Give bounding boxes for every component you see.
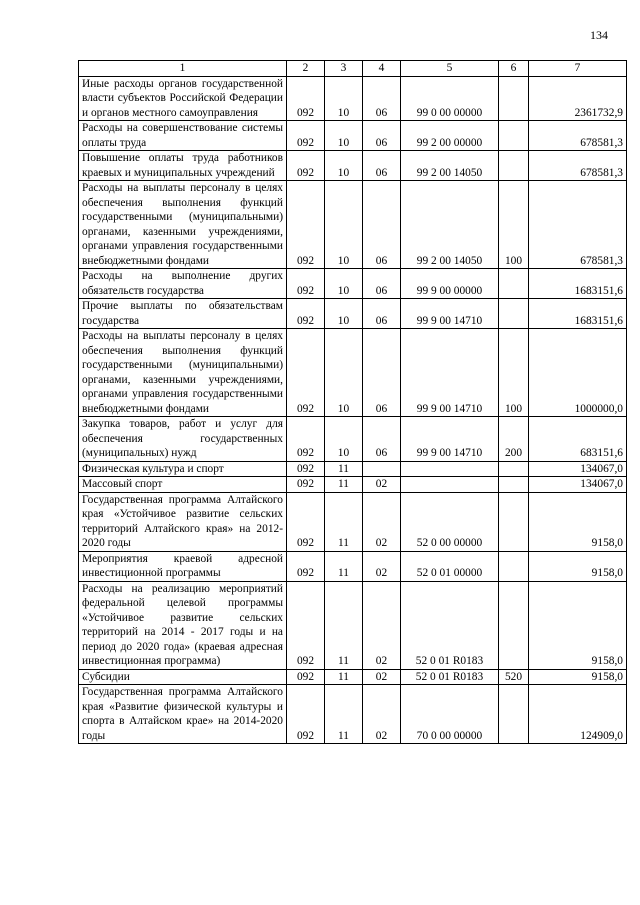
column-header: 4 — [363, 61, 401, 77]
table-row — [79, 329, 627, 417]
target-article-cell: 99 9 00 14710 — [401, 417, 499, 462]
expense-kind-cell — [499, 477, 529, 493]
table-row — [79, 685, 627, 744]
ministry-code-cell: 092 — [287, 477, 325, 493]
row-name-cell: Расходы на выплаты персоналу в целях обеспечения выполнения функций государственными (муниципальными) органами, казенными учреждениями, органами управления государственными внебюджетными фондами — [79, 181, 287, 269]
subsection-code-cell: 06 — [363, 269, 401, 299]
amount-cell: 9158,0 — [529, 669, 627, 685]
ministry-code-cell: 092 — [287, 461, 325, 477]
target-article-cell: 99 9 00 14710 — [401, 329, 499, 417]
table-header-row — [79, 61, 627, 77]
section-code-cell: 10 — [325, 181, 363, 269]
table-row — [79, 76, 627, 121]
subsection-code-cell — [363, 461, 401, 477]
ministry-code-cell: 092 — [287, 581, 325, 669]
row-name-cell: Государственная программа Алтайского края «Устойчивое развитие сельских территорий Алтайского края» на 2012-2020 годы — [79, 492, 287, 551]
expense-kind-cell — [499, 151, 529, 181]
target-article-cell: 99 9 00 00000 — [401, 269, 499, 299]
table-row — [79, 417, 627, 462]
row-name-cell: Массовый спорт — [79, 477, 287, 493]
section-code-cell: 10 — [325, 76, 363, 121]
target-article-cell: 52 0 01 R0183 — [401, 581, 499, 669]
section-code-cell: 10 — [325, 121, 363, 151]
table-row — [79, 181, 627, 269]
section-code-cell: 10 — [325, 299, 363, 329]
amount-cell: 683151,6 — [529, 417, 627, 462]
amount-cell: 134067,0 — [529, 477, 627, 493]
row-name-cell: Физическая культура и спорт — [79, 461, 287, 477]
section-code-cell: 10 — [325, 329, 363, 417]
section-code-cell: 11 — [325, 685, 363, 744]
ministry-code-cell: 092 — [287, 269, 325, 299]
target-article-cell: 70 0 00 00000 — [401, 685, 499, 744]
row-name-cell: Расходы на выплаты персоналу в целях обеспечения выполнения функций государственными (муниципальными) органами, казенными учреждениями, органами управления государственными внебюджетными фондами — [79, 329, 287, 417]
ministry-code-cell: 092 — [287, 417, 325, 462]
table-row — [79, 461, 627, 477]
subsection-code-cell: 06 — [363, 151, 401, 181]
subsection-code-cell: 06 — [363, 329, 401, 417]
table-row — [79, 669, 627, 685]
expense-kind-cell — [499, 685, 529, 744]
subsection-code-cell: 06 — [363, 417, 401, 462]
expense-kind-cell — [499, 299, 529, 329]
amount-cell: 9158,0 — [529, 551, 627, 581]
row-name-cell: Расходы на совершенствование системы оплаты труда — [79, 121, 287, 151]
subsection-code-cell: 02 — [363, 551, 401, 581]
table-row — [79, 269, 627, 299]
section-code-cell: 11 — [325, 461, 363, 477]
amount-cell: 9158,0 — [529, 581, 627, 669]
row-name-cell: Расходы на реализацию мероприятий федеральной целевой программы «Устойчивое развитие сельских территорий на 2014 - 2017 годы и на период до 2020 года» (краевая адресная инвестиционная программа) — [79, 581, 287, 669]
expense-kind-cell: 100 — [499, 181, 529, 269]
section-code-cell: 11 — [325, 551, 363, 581]
row-name-cell: Закупка товаров, работ и услуг для обеспечения государственных (муниципальных) нужд — [79, 417, 287, 462]
table-body — [79, 76, 627, 744]
section-code-cell: 11 — [325, 669, 363, 685]
section-code-cell: 11 — [325, 581, 363, 669]
ministry-code-cell: 092 — [287, 669, 325, 685]
target-article-cell — [401, 477, 499, 493]
ministry-code-cell: 092 — [287, 492, 325, 551]
section-code-cell: 10 — [325, 417, 363, 462]
expense-kind-cell: 200 — [499, 417, 529, 462]
budget-table — [78, 60, 627, 744]
page-number: 134 — [590, 28, 608, 42]
target-article-cell: 99 9 00 14710 — [401, 299, 499, 329]
expense-kind-cell: 100 — [499, 329, 529, 417]
subsection-code-cell: 06 — [363, 181, 401, 269]
column-header: 6 — [499, 61, 529, 77]
row-name-cell: Повышение оплаты труда работников краевых и муниципальных учреждений — [79, 151, 287, 181]
subsection-code-cell: 06 — [363, 121, 401, 151]
target-article-cell: 52 0 00 00000 — [401, 492, 499, 551]
target-article-cell — [401, 461, 499, 477]
ministry-code-cell: 092 — [287, 121, 325, 151]
row-name-cell: Мероприятия краевой адресной инвестиционной программы — [79, 551, 287, 581]
target-article-cell: 99 2 00 14050 — [401, 151, 499, 181]
expense-kind-cell — [499, 461, 529, 477]
target-article-cell: 52 0 01 R0183 — [401, 669, 499, 685]
amount-cell: 9158,0 — [529, 492, 627, 551]
target-article-cell: 99 0 00 00000 — [401, 76, 499, 121]
table-row — [79, 151, 627, 181]
section-code-cell: 11 — [325, 492, 363, 551]
subsection-code-cell: 02 — [363, 581, 401, 669]
subsection-code-cell: 02 — [363, 685, 401, 744]
amount-cell: 1000000,0 — [529, 329, 627, 417]
amount-cell: 134067,0 — [529, 461, 627, 477]
amount-cell: 678581,3 — [529, 121, 627, 151]
amount-cell: 678581,3 — [529, 151, 627, 181]
table-row — [79, 581, 627, 669]
amount-cell: 2361732,9 — [529, 76, 627, 121]
table-row — [79, 492, 627, 551]
amount-cell: 1683151,6 — [529, 299, 627, 329]
column-header: 1 — [79, 61, 287, 77]
ministry-code-cell: 092 — [287, 76, 325, 121]
target-article-cell: 52 0 01 00000 — [401, 551, 499, 581]
target-article-cell: 99 2 00 00000 — [401, 121, 499, 151]
ministry-code-cell: 092 — [287, 151, 325, 181]
amount-cell: 678581,3 — [529, 181, 627, 269]
row-name-cell: Государственная программа Алтайского края «Развитие физической культуры и спорта в Алтайском крае» на 2014-2020 годы — [79, 685, 287, 744]
section-code-cell: 10 — [325, 151, 363, 181]
amount-cell: 1683151,6 — [529, 269, 627, 299]
ministry-code-cell: 092 — [287, 551, 325, 581]
row-name-cell: Субсидии — [79, 669, 287, 685]
expense-kind-cell: 520 — [499, 669, 529, 685]
expense-kind-cell — [499, 269, 529, 299]
table-row — [79, 477, 627, 493]
row-name-cell: Прочие выплаты по обязательствам государства — [79, 299, 287, 329]
ministry-code-cell: 092 — [287, 685, 325, 744]
column-header: 3 — [325, 61, 363, 77]
subsection-code-cell: 06 — [363, 76, 401, 121]
expense-kind-cell — [499, 492, 529, 551]
section-code-cell: 10 — [325, 269, 363, 299]
subsection-code-cell: 02 — [363, 492, 401, 551]
ministry-code-cell: 092 — [287, 329, 325, 417]
column-header: 2 — [287, 61, 325, 77]
column-header: 5 — [401, 61, 499, 77]
expense-kind-cell — [499, 76, 529, 121]
row-name-cell: Иные расходы органов государственной власти субъектов Российской Федерации и органов местного самоуправления — [79, 76, 287, 121]
row-name-cell: Расходы на выполнение других обязательств государства — [79, 269, 287, 299]
column-header: 7 — [529, 61, 627, 77]
expense-kind-cell — [499, 581, 529, 669]
table-row — [79, 299, 627, 329]
ministry-code-cell: 092 — [287, 181, 325, 269]
subsection-code-cell: 02 — [363, 477, 401, 493]
amount-cell: 124909,0 — [529, 685, 627, 744]
subsection-code-cell: 02 — [363, 669, 401, 685]
expense-kind-cell — [499, 551, 529, 581]
subsection-code-cell: 06 — [363, 299, 401, 329]
target-article-cell: 99 2 00 14050 — [401, 181, 499, 269]
ministry-code-cell: 092 — [287, 299, 325, 329]
section-code-cell: 11 — [325, 477, 363, 493]
expense-kind-cell — [499, 121, 529, 151]
table-row — [79, 121, 627, 151]
table-row — [79, 551, 627, 581]
